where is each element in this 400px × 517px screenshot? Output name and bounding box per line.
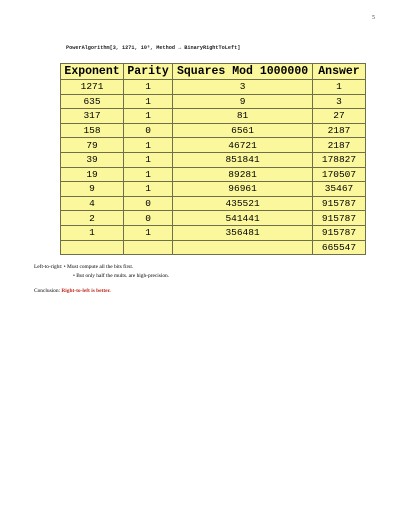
cell-parity: 1 bbox=[124, 94, 173, 109]
note-line-2: • But only half the mults. are high-precision. bbox=[73, 272, 170, 279]
cell-answer: 915787 bbox=[312, 225, 365, 240]
conclusion-label: Conclusion: bbox=[34, 288, 62, 294]
cell-square: 3 bbox=[173, 80, 313, 95]
cell-answer: 35467 bbox=[312, 182, 365, 197]
cell-parity: 1 bbox=[124, 225, 173, 240]
cell-parity: 1 bbox=[124, 138, 173, 153]
table-row bbox=[61, 225, 366, 240]
cell-exponent: 635 bbox=[61, 94, 124, 109]
cell-parity: 1 bbox=[124, 167, 173, 182]
table-row bbox=[61, 80, 366, 95]
cell-exponent: 9 bbox=[61, 182, 124, 197]
cell-exponent: 4 bbox=[61, 196, 124, 211]
cell-exponent: 1 bbox=[61, 225, 124, 240]
cell-parity: 0 bbox=[124, 123, 173, 138]
cell-exponent: 39 bbox=[61, 152, 124, 167]
input-code-line: PowerAlgorithm[3, 1271, 10⁶, Method → BinaryRightToLeft] bbox=[66, 45, 241, 51]
conclusion-text: Right-to-left is better. bbox=[61, 288, 111, 294]
cell-parity: 1 bbox=[124, 152, 173, 167]
cell-square: 46721 bbox=[173, 138, 313, 153]
table-row bbox=[61, 152, 366, 167]
cell-parity: 0 bbox=[124, 196, 173, 211]
cell-answer: 915787 bbox=[312, 211, 365, 226]
cell-square: 435521 bbox=[173, 196, 313, 211]
cell-exponent: 19 bbox=[61, 167, 124, 182]
cell-answer: 915787 bbox=[312, 196, 365, 211]
cell-answer: 170507 bbox=[312, 167, 365, 182]
note-line-1: Left-to-right: • Must compute all the bits first. bbox=[34, 264, 134, 270]
cell-square: 6561 bbox=[173, 123, 313, 138]
cell-square: 541441 bbox=[173, 211, 313, 226]
cell-exponent: 158 bbox=[61, 123, 124, 138]
header-answer: Answer bbox=[312, 64, 365, 80]
notes bbox=[34, 263, 169, 280]
table-row bbox=[61, 109, 366, 124]
table-header-row bbox=[61, 64, 366, 80]
cell-answer: 27 bbox=[312, 109, 365, 124]
table-row bbox=[61, 94, 366, 109]
cell-exponent: 79 bbox=[61, 138, 124, 153]
conclusion bbox=[34, 288, 111, 294]
table-row bbox=[61, 240, 366, 255]
page-number: 5 bbox=[372, 15, 375, 21]
cell-parity bbox=[124, 240, 173, 255]
cell-answer: 1 bbox=[312, 80, 365, 95]
cell-exponent: 1271 bbox=[61, 80, 124, 95]
cell-parity: 1 bbox=[124, 109, 173, 124]
table-row bbox=[61, 182, 366, 197]
cell-answer: 665547 bbox=[312, 240, 365, 255]
cell-square: 851841 bbox=[173, 152, 313, 167]
cell-parity: 1 bbox=[124, 80, 173, 95]
table-row bbox=[61, 138, 366, 153]
cell-answer: 178827 bbox=[312, 152, 365, 167]
cell-answer: 2187 bbox=[312, 123, 365, 138]
cell-square: 356481 bbox=[173, 225, 313, 240]
result-table bbox=[60, 63, 366, 255]
cell-square: 96961 bbox=[173, 182, 313, 197]
header-parity: Parity bbox=[124, 64, 173, 80]
table-row bbox=[61, 167, 366, 182]
cell-square bbox=[173, 240, 313, 255]
table-row bbox=[61, 211, 366, 226]
cell-exponent bbox=[61, 240, 124, 255]
cell-square: 81 bbox=[173, 109, 313, 124]
table-row bbox=[61, 123, 366, 138]
result-table-container bbox=[60, 63, 366, 263]
cell-answer: 3 bbox=[312, 94, 365, 109]
cell-parity: 0 bbox=[124, 211, 173, 226]
cell-square: 9 bbox=[173, 94, 313, 109]
header-squares: Squares Mod 1000000 bbox=[173, 64, 313, 80]
table-row bbox=[61, 196, 366, 211]
cell-exponent: 317 bbox=[61, 109, 124, 124]
cell-parity: 1 bbox=[124, 182, 173, 197]
cell-square: 89281 bbox=[173, 167, 313, 182]
cell-answer: 2187 bbox=[312, 138, 365, 153]
header-exponent: Exponent bbox=[61, 64, 124, 80]
cell-exponent: 2 bbox=[61, 211, 124, 226]
